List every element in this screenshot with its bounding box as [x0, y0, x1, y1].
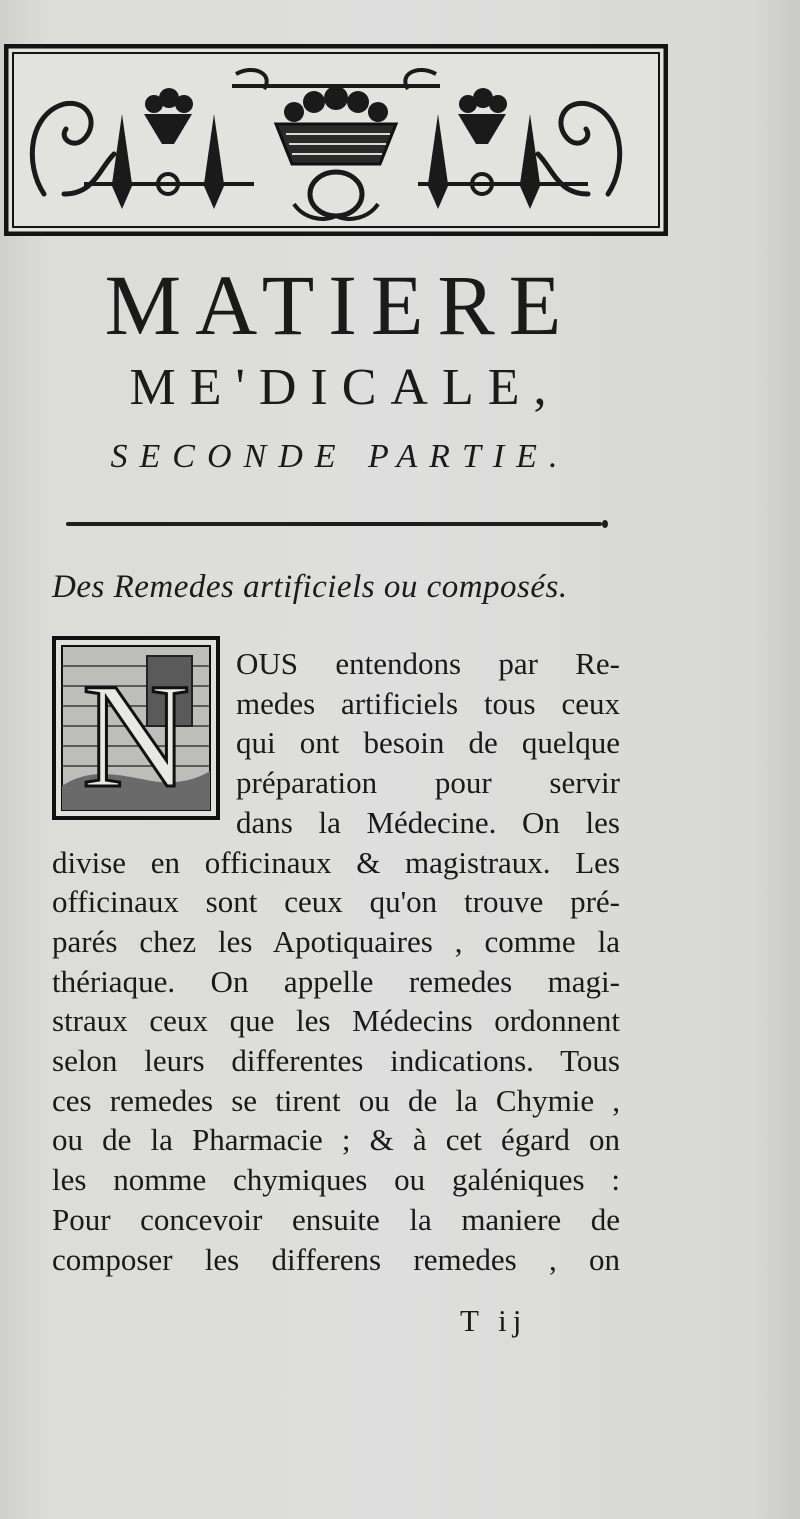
paragraph-line: thériaque. On appelle remedes magi- — [52, 966, 620, 999]
section-heading: Des Remedes artificiels ou composés. — [52, 569, 568, 605]
paragraph-line: composer les differens remedes , on — [52, 1244, 620, 1277]
paragraph-line: ou de la Pharmacie ; & à cet égard on — [52, 1124, 620, 1157]
dropcap-n-ornament — [52, 636, 220, 820]
paragraph-line: préparation pour servir — [236, 767, 620, 800]
signature-mark: T ij — [460, 1303, 528, 1338]
paragraph-line: Pour concevoir ensuite la maniere de — [52, 1204, 620, 1237]
headpiece-ornament — [4, 44, 668, 236]
paragraph-line: les nomme chymiques ou galéniques : — [52, 1164, 620, 1197]
paragraph-line: selon leurs differentes indications. Tous — [52, 1045, 620, 1078]
part-title: SECONDE PARTIE. — [110, 438, 570, 475]
paragraph-line: qui ont besoin de quelque — [236, 727, 620, 760]
paragraph-line: parés chez les Apotiquaires , comme la — [52, 926, 620, 959]
horizontal-rule — [66, 522, 602, 526]
paragraph-line: divise en officinaux & magistraux. Les — [52, 847, 620, 880]
paragraph-line: straux ceux que les Médecins ordonnent — [52, 1005, 620, 1038]
paragraph-line: officinaux sont ceux qu'on trouve pré- — [52, 886, 620, 919]
paragraph-line: dans la Médecine. On les — [236, 807, 620, 840]
paragraph-line: medes artificiels tous ceux — [236, 688, 620, 721]
page-title: MATIERE — [104, 257, 576, 353]
dropcap-letter: N — [81, 653, 191, 819]
paragraph-line: ces remedes se tirent ou de la Chymie , — [52, 1085, 620, 1118]
paragraph-line: OUS entendons par Re- — [236, 648, 620, 681]
page-subtitle: ME'DICALE, — [129, 359, 561, 416]
